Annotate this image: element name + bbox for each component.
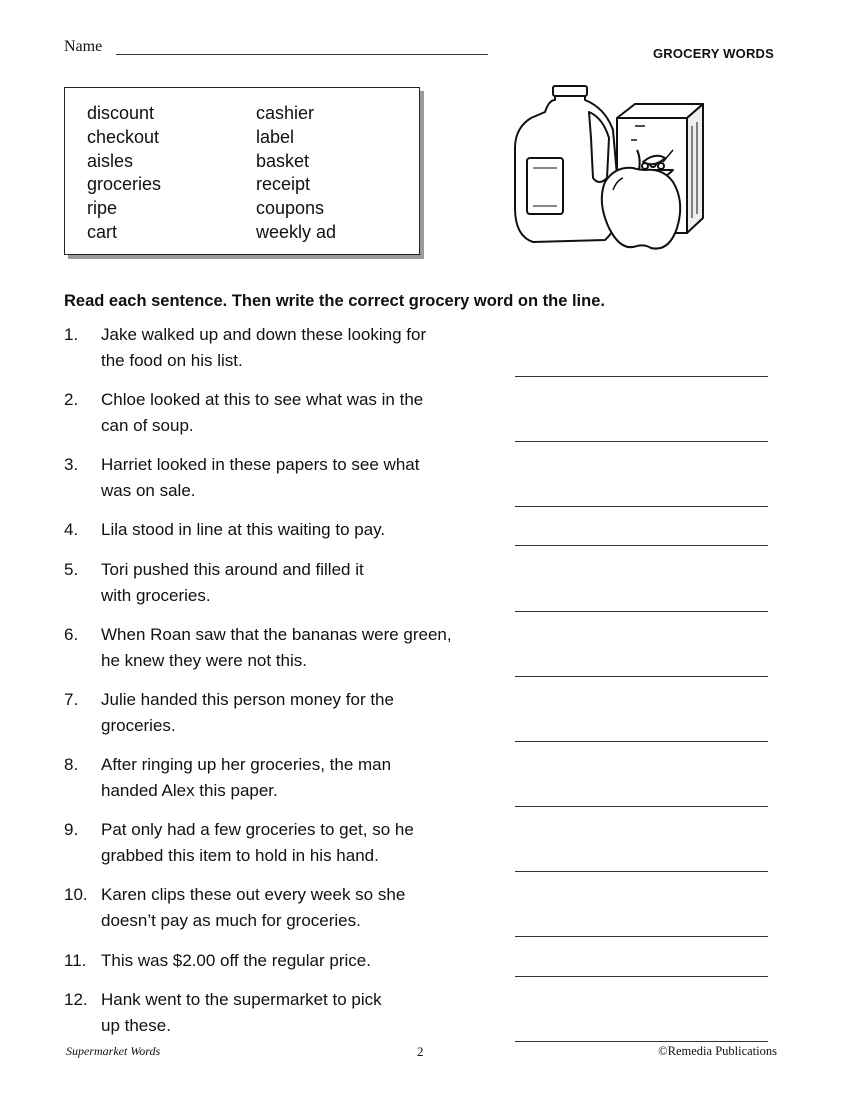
question-text-line: Julie handed this person money for the (101, 690, 394, 709)
answer-line-input[interactable] (515, 849, 768, 872)
question-text-line: groceries. (101, 716, 176, 735)
question-text (101, 817, 511, 869)
word-bank-word: aisles (87, 150, 134, 171)
page-title: GROCERY WORDS (652, 46, 774, 61)
word-bank-box (64, 87, 420, 255)
question-text-line: handed Alex this paper. (101, 781, 278, 800)
question-text-line: Tori pushed this around and filled it (101, 560, 364, 579)
name-input-line[interactable] (116, 54, 488, 55)
question-text-line: he knew they were not this. (101, 651, 308, 670)
question-text-line: was on sale. (101, 481, 196, 500)
question-number: 8. (64, 755, 79, 774)
question-text-line: up these. (101, 1016, 171, 1035)
word-bank-word: discount (87, 103, 155, 123)
question-text (101, 387, 511, 439)
name-label: Name (64, 38, 103, 55)
question-text-line: doesn’t pay as much for groceries. (101, 911, 361, 930)
footer-book-title: Supermarket Words (66, 1044, 161, 1058)
question-number: 7. (64, 690, 79, 709)
question-number: 11. (64, 951, 87, 970)
page-number: 2 (417, 1044, 424, 1059)
question-text (101, 452, 511, 504)
answer-line-input[interactable] (515, 419, 768, 442)
question-text-line: Karen clips these out every week so she (101, 885, 406, 904)
question-number: 4. (64, 520, 79, 539)
footer-publisher: ©Remedia Publications (658, 1044, 777, 1058)
word-bank-word: label (256, 126, 295, 147)
question-text-line: After ringing up her groceries, the man (101, 755, 392, 774)
question-text-line: Harriet looked in these papers to see what (101, 455, 420, 474)
question-number: 10. (64, 885, 88, 904)
question-text-line: This was $2.00 off the regular price. (101, 951, 371, 970)
question-text (101, 687, 511, 739)
answer-line-input[interactable] (515, 354, 768, 377)
question-number: 12. (64, 990, 88, 1009)
word-bank-word: checkout (87, 126, 160, 147)
instructions: Read each sentence. Then write the correct grocery word on the line. (64, 292, 605, 310)
question-text-line: Pat only had a few groceries to get, so he (101, 820, 414, 839)
question-text-line: can of soup. (101, 416, 194, 435)
question-number: 9. (64, 820, 79, 839)
word-bank-word: cart (87, 221, 118, 242)
answer-line-input[interactable] (515, 484, 768, 507)
question-text-line: the food on his list. (101, 351, 243, 370)
answer-line-input[interactable] (515, 1019, 768, 1042)
word-bank-word: receipt (256, 174, 311, 195)
question-number: 3. (64, 455, 79, 474)
word-bank-word: groceries (87, 174, 162, 195)
answer-line-input[interactable] (515, 719, 768, 742)
question-text-line: Lila stood in line at this waiting to pay. (101, 520, 386, 539)
question-text-line: When Roan saw that the bananas were green, (101, 625, 452, 644)
question-text-line: Chloe looked at this to see what was in the (101, 390, 424, 409)
answer-line-input[interactable] (515, 589, 768, 612)
word-bank-column-1 (87, 102, 161, 245)
answer-line-input[interactable] (515, 784, 768, 807)
question-number: 1. (64, 325, 79, 344)
word-bank-word: coupons (256, 198, 325, 219)
word-bank-word: ripe (87, 198, 118, 219)
grocery-items-icon (505, 78, 720, 258)
word-bank-word: basket (256, 150, 310, 171)
question-text-line: Jake walked up and down these looking for (101, 325, 427, 344)
word-bank-column-2 (256, 102, 336, 245)
question-text-line: with groceries. (101, 586, 211, 605)
question-text (101, 752, 511, 804)
answer-line-input[interactable] (515, 954, 768, 977)
word-bank-word: weekly ad (256, 221, 337, 242)
question-number: 2. (64, 390, 79, 409)
question-number: 5. (64, 560, 79, 579)
question-text (101, 948, 511, 974)
question-number: 6. (64, 625, 79, 644)
question-text-line: grabbed this item to hold in his hand. (101, 846, 379, 865)
question-text-line: Hank went to the supermarket to pick (101, 990, 382, 1009)
question-text (101, 882, 511, 934)
answer-line-input[interactable] (515, 523, 768, 546)
question-text (101, 322, 511, 374)
answer-line-input[interactable] (515, 654, 768, 677)
question-text (101, 987, 511, 1039)
word-bank-word: cashier (256, 103, 315, 123)
question-text (101, 622, 511, 674)
answer-line-input[interactable] (515, 914, 768, 937)
question-text (101, 557, 511, 609)
question-text (101, 517, 511, 543)
